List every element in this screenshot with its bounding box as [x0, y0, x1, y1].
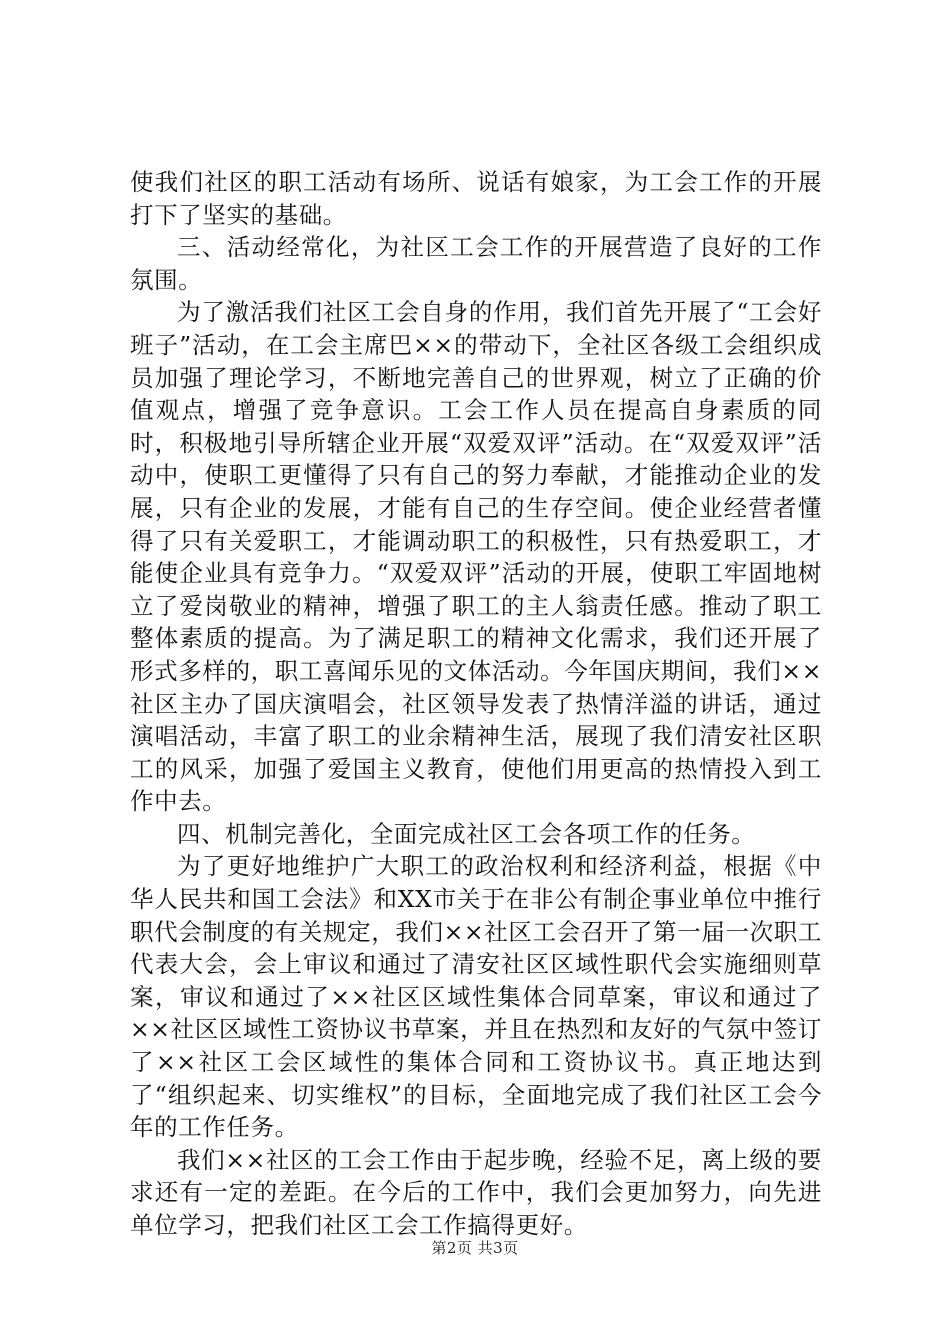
document-body	[130, 166, 822, 1242]
paragraph-continuation: 使我们社区的职工活动有场所、说话有娘家，为工会工作的开展打下了坚实的基础。	[130, 168, 822, 229]
paragraph-mechanism: 为了更好地维护广大职工的政治权利和经济利益，根据《中华人民共和国工会法》和XX市关于在非公有制企事业单位中推行职代会制度的有关规定，我们××社区工会召开了第一届一次职工代表大会，会上审议和通过了清安社区区域性职代会实施细则草案，审议和通过了××社区区域性集体合同草案，审议和通过了××社区区域性工资协议书草案，并且在热烈和友好的气氛中签订了××社区工会区域性的集体合同和工资协议书。真正地达到了“组织起来、切实维权”的目标，全面地完成了我们社区工会今年的工作任务。	[130, 852, 822, 1142]
paragraph-activities: 为了激活我们社区工会自身的作用，我们首先开展了“工会好班子”活动，在工会主席巴××的带动下，全社区各级工会组织成员加强了理论学习，不断地完善自己的世界观，树立了正确的价值观点，增强了竞争意识。工会工作人员在提高自身素质的同时，积极地引导所辖企业开展“双爱双评”活动。在“双爱双评”活动中，使职工更懂得了只有自己的努力奉献，才能推动企业的发展，只有企业的发展，才能有自己的生存空间。使企业经营者懂得了只有关爱职工，才能调动职工的积极性，只有热爱职工，才能使企业具有竞争力。“双爱双评”活动的开展，使职工牢固地树立了爱岗敬业的精神，增强了职工的主人翁责任感。推动了职工整体素质的提高。为了满足职工的精神文化需求，我们还开展了形式多样的，职工喜闻乐见的文体活动。今年国庆期间，我们××社区主办了国庆演唱会，社区领导发表了热情洋溢的讲话，通过演唱活动，丰富了职工的业余精神生活，展现了我们清安社区职工的风采，加强了爱国主义教育，使他们用更高的热情投入到工作中去。	[130, 298, 822, 816]
section-heading-three: 三、活动经常化，为社区工会工作的开展营造了良好的工作氛围。	[130, 233, 822, 294]
section-heading-four: 四、机制完善化，全面完成社区工会各项工作的任务。	[177, 819, 756, 848]
page-footer: 第2页 共3页	[431, 1239, 519, 1257]
paragraph-conclusion: 我们××社区的工会工作由于起步晚，经验不足，离上级的要求还有一定的差距。在今后的工作中，我们会更加努力，向先进单位学习，把我们社区工会工作搞得更好。	[130, 1145, 822, 1239]
